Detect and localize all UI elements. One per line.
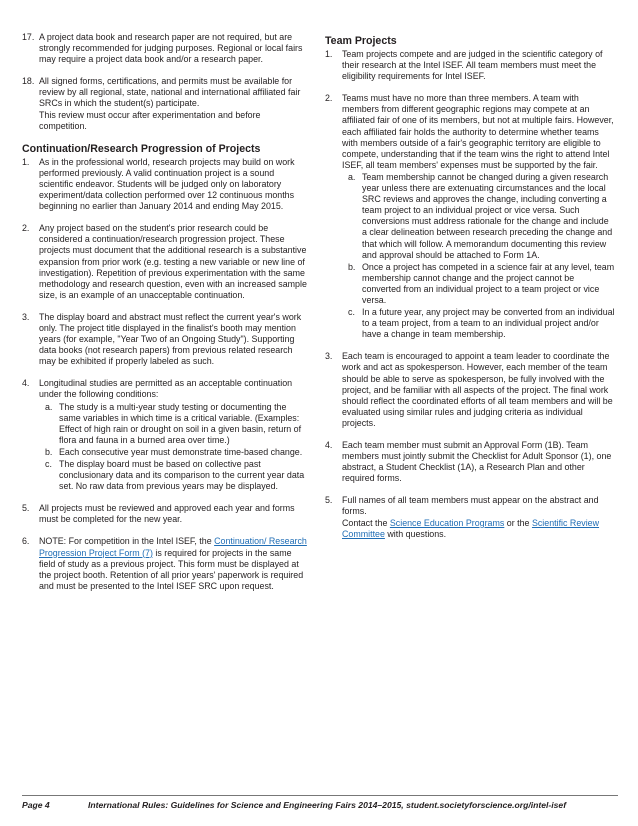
team-item-5 <box>325 495 615 539</box>
sub-item-text: The display board must be based on collective past conclusionary data and its comparison to the current year data set. No raw data from previous years may be displayed. <box>59 459 305 492</box>
item-number: 1. <box>325 49 333 59</box>
sub-item-text: Once a project has competed in a science fair at any level, team membership cannot change and the project cannot be converted from an individual project to a team project or vice versa. <box>362 261 615 305</box>
sub-item-c <box>348 307 615 340</box>
item-number: 3. <box>325 351 333 362</box>
sub-item-c <box>45 459 307 492</box>
list-item-18 <box>22 76 307 131</box>
team-item-4 <box>325 440 615 484</box>
list-item-5 <box>22 503 307 525</box>
list-item-6 <box>22 536 307 591</box>
page-number: Page 4 <box>22 800 50 810</box>
item-number: 4. <box>22 378 30 389</box>
page-footer <box>22 800 618 810</box>
contact-post: with questions. <box>384 528 447 539</box>
contact-mid: or the <box>504 517 532 528</box>
item-number: 6. <box>22 536 30 547</box>
team-item-3 <box>325 351 615 429</box>
item-number: 17. <box>22 32 35 42</box>
team-item-2 <box>325 93 615 340</box>
left-column <box>22 32 307 603</box>
item-text: Any project based on the student's prior research could be considered a continuation/research progression project. These projects must document that the additional research is a substantive expansion from prior work (e.g. testing a new variable or new line of investigation). Repetition of previous experimentation with the same methodology and research question, even with an increased sample size, is an example of an unacceptable continuation. <box>39 223 307 300</box>
sub-item-text: Each consecutive year must demonstrate time-based change. <box>59 446 303 457</box>
item-number: 18. <box>22 76 35 87</box>
sub-item-b <box>45 447 307 458</box>
list-item-3 <box>22 312 307 367</box>
sub-item-b <box>348 262 615 306</box>
sub-list <box>348 172 615 340</box>
item-number: 2. <box>22 223 30 234</box>
item-text: Each team is encouraged to appoint a team leader to coordinate the work and act as spokesperson. However, each member of the team should be able to serve as spokesperson, be fully involved with the project, and be familiar with all aspects of the project. The final work should reflect the coordinated efforts of all team members and will be evaluated using similar rules and judging criteria as individual projects. <box>342 351 613 428</box>
science-education-programs-link[interactable]: Science Education Programs <box>389 517 505 528</box>
sub-item-letter: a. <box>348 171 356 182</box>
item-text: A project data book and research paper are not required, but are strongly recommended for judging purposes. Regional or local fairs may require a project data book and/or a research paper. <box>39 32 303 65</box>
sub-item-a <box>348 172 615 261</box>
item-text-post: is required for projects in the same field of study as a previous project. This form must be displayed at the project booth. Retention of all prior years' paperwork is required and must be presented to the Intel ISEF SRC upon request. <box>39 547 304 591</box>
list-item-1 <box>22 157 307 212</box>
contact-line <box>342 518 615 540</box>
item-text: As in the professional world, research projects may build on work performed previously. A valid continuation project is a sound scientific endeavor. Students will be judged only on laboratory experiment/data collection performed over 12 continuous months beginning no earlier than January 2014 and ending May 2015. <box>39 156 295 212</box>
sub-item-text: Team membership cannot be changed during a given research year unless there are extenuating circumstances and the local SRC reviews and approves the change, including converting a team project to an individual project or vice versa. Such conversions must address rationale for the change and include a clear delineation between research preceding the change and that which will follow. A memorandum documenting this review and approval should be attached to Form 1A. <box>362 171 613 260</box>
item-text: The display board and abstract must reflect the current year's work only. The project title displayed in the finalist's booth may mention years (for example, "Year Two of an Ongoing Study"). Supporting data books (not research papers) from previous related research may be exhibited if properly labeled as such. <box>39 311 302 367</box>
sub-item-letter: c. <box>45 459 52 469</box>
sub-list <box>45 402 307 493</box>
item-number: 5. <box>22 503 30 514</box>
scientific-review-committee-link[interactable]: Scientific Review Committee <box>342 517 600 539</box>
item-text-pre: NOTE: For competition in the Intel ISEF, the <box>39 536 215 547</box>
item-number: 4. <box>325 440 333 450</box>
continuation-form-link[interactable]: Continuation/ Research Progression Project Form (7) <box>39 536 307 558</box>
sub-item-a <box>45 402 307 446</box>
item-text: All projects must be reviewed and approved each year and forms must be completed for the new year. <box>39 503 295 525</box>
list-item-4 <box>22 378 307 492</box>
item-number: 1. <box>22 156 30 167</box>
sub-item-text: The study is a multi-year study testing or documenting the same variables in which time is a critical variable. (Examples: Effect of high rain or drought on soil in a given basin, return of flora and fauna in a burned area over time.) <box>59 401 302 445</box>
section-heading-continuation: Continuation/Research Progression of Projects <box>22 142 261 155</box>
list-item-2 <box>22 223 307 301</box>
team-item-1 <box>325 49 615 82</box>
footer-title: International Rules: Guidelines for Science and Engineering Fairs 2014–2015, student.societyforscience.org/intel-isef <box>88 800 567 810</box>
sub-item-letter: a. <box>45 401 53 412</box>
sub-item-text: In a future year, any project may be converted from an individual to a team project, from a team to an individual project and/or have a change in team membership. <box>362 307 615 340</box>
contact-pre: Contact the <box>342 517 390 528</box>
item-text: Full names of all team members must appear on the abstract and forms. <box>342 495 599 517</box>
item-text: Longitudinal studies are permitted as an acceptable continuation under the following conditions: <box>39 378 293 400</box>
item-text: Teams must have no more than three members. A team with members from different geographic regions may compete at an affiliated fair of one of its members, but not at multiple fairs. However, each affiliated fair holds the authority to determine whether teams with members outside of a fair's geographic territory are eligible to compete, understanding that if the team wins the right to attend Intel ISEF, all team members' expenses must be supported by the fair. <box>342 93 614 170</box>
section-heading-team-projects: Team Projects <box>325 35 397 47</box>
list-item-17 <box>22 32 307 65</box>
right-column <box>325 32 615 551</box>
item-number: 2. <box>325 93 333 104</box>
item-number: 5. <box>325 495 333 506</box>
item-text-continued: This review must occur after experimentation and before competition. <box>39 109 261 131</box>
item-text: Each team member must submit an Approval Form (1B). Team members must jointly submit the Checklist for Adult Sponsor (1), one abstract, a Student Checklist (1A), a Research Plan and other required forms. <box>342 440 612 484</box>
item-number: 3. <box>22 311 30 322</box>
item-text: All signed forms, certifications, and permits must be available for review by all regional, state, national and international affiliated fair SRCs in which the student(s) participate. <box>39 76 301 109</box>
sub-item-letter: c. <box>348 307 355 318</box>
item-text: Team projects compete and are judged in the scientific category of their research at the Intel ISEF. All team members must meet the eligibility requirements for Intel ISEF. <box>342 49 603 82</box>
footer-divider <box>22 795 618 796</box>
sub-item-letter: b. <box>348 261 356 272</box>
sub-item-letter: b. <box>45 446 53 457</box>
